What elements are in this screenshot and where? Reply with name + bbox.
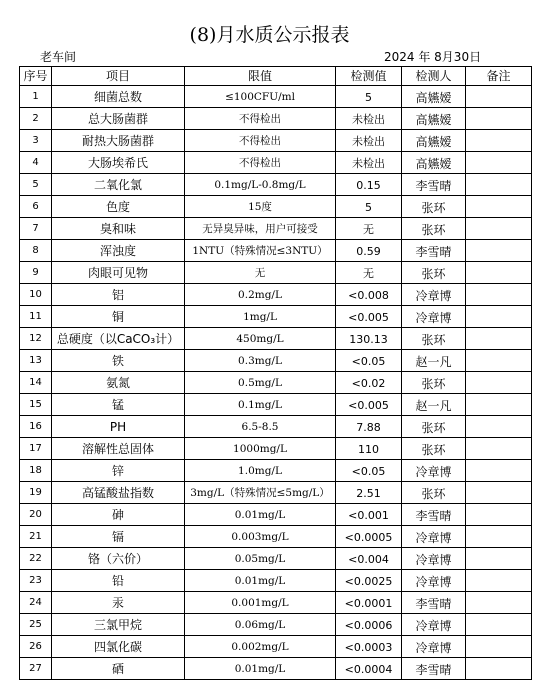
inspector-name: 冷章博 <box>402 306 466 328</box>
limit-value: ≤100CFU/ml <box>185 86 336 108</box>
measured-value: <0.05 <box>336 350 402 372</box>
table-row <box>20 592 532 614</box>
measured-value: 5 <box>336 86 402 108</box>
inspector-name: 冷章博 <box>402 284 466 306</box>
item-name: 铬（六价） <box>52 548 185 570</box>
header-value: 检测值 <box>336 67 402 86</box>
inspector-name: 李雪晴 <box>402 658 466 680</box>
remark-cell <box>466 438 532 460</box>
measured-value: <0.0004 <box>336 658 402 680</box>
inspector-name: 李雪晴 <box>402 174 466 196</box>
measured-value: 0.59 <box>336 240 402 262</box>
measured-value: <0.0005 <box>336 526 402 548</box>
limit-value: 不得检出 <box>185 130 336 152</box>
limit-value: 1.0mg/L <box>185 460 336 482</box>
inspector-name: 张环 <box>402 196 466 218</box>
inspector-name: 冷章博 <box>402 636 466 658</box>
item-name: 锰 <box>52 394 185 416</box>
inspector-name: 李雪晴 <box>402 592 466 614</box>
report-title: (8)月水质公示报表 <box>189 24 350 46</box>
limit-value: 不得检出 <box>185 108 336 130</box>
row-number: 23 <box>20 570 52 592</box>
row-number: 3 <box>20 130 52 152</box>
remark-cell <box>466 152 532 174</box>
inspector-name: 张环 <box>402 328 466 350</box>
remark-cell <box>466 614 532 636</box>
row-number: 10 <box>20 284 52 306</box>
remark-cell <box>466 262 532 284</box>
inspector-name: 张环 <box>402 416 466 438</box>
item-name: 耐热大肠菌群 <box>52 130 185 152</box>
item-name: 铁 <box>52 350 185 372</box>
header-remark: 备注 <box>466 67 532 86</box>
measured-value: <0.0003 <box>336 636 402 658</box>
item-name: 臭和味 <box>52 218 185 240</box>
item-name: 总大肠菌群 <box>52 108 185 130</box>
water-quality-table <box>19 66 532 680</box>
measured-value: <0.001 <box>336 504 402 526</box>
remark-cell <box>466 130 532 152</box>
row-number: 24 <box>20 592 52 614</box>
item-name: PH <box>52 416 185 438</box>
table-row <box>20 262 532 284</box>
row-number: 11 <box>20 306 52 328</box>
row-number: 26 <box>20 636 52 658</box>
limit-value: 0.06mg/L <box>185 614 336 636</box>
header-limit: 限值 <box>185 67 336 86</box>
measured-value: 0.15 <box>336 174 402 196</box>
table-row <box>20 130 532 152</box>
remark-cell <box>466 240 532 262</box>
limit-value: 1000mg/L <box>185 438 336 460</box>
inspector-name: 高嬿嫒 <box>402 108 466 130</box>
limit-value: 6.5-8.5 <box>185 416 336 438</box>
remark-cell <box>466 570 532 592</box>
table-row <box>20 328 532 350</box>
remark-cell <box>466 526 532 548</box>
remark-cell <box>466 174 532 196</box>
item-name: 锌 <box>52 460 185 482</box>
remark-cell <box>466 394 532 416</box>
item-name: 高锰酸盐指数 <box>52 482 185 504</box>
table-row <box>20 152 532 174</box>
limit-value: 0.01mg/L <box>185 504 336 526</box>
limit-value: 0.01mg/L <box>185 570 336 592</box>
measured-value: 未检出 <box>336 108 402 130</box>
limit-value: 0.001mg/L <box>185 592 336 614</box>
item-name: 铝 <box>52 284 185 306</box>
measured-value: 5 <box>336 196 402 218</box>
inspector-name: 张环 <box>402 262 466 284</box>
item-name: 硒 <box>52 658 185 680</box>
row-number: 20 <box>20 504 52 526</box>
header-inspector: 检测人 <box>402 67 466 86</box>
item-name: 铜 <box>52 306 185 328</box>
inspector-name: 赵一凡 <box>402 350 466 372</box>
row-number: 7 <box>20 218 52 240</box>
row-number: 6 <box>20 196 52 218</box>
item-name: 肉眼可见物 <box>52 262 185 284</box>
inspector-name: 高嬿嫒 <box>402 152 466 174</box>
item-name: 细菌总数 <box>52 86 185 108</box>
table-row <box>20 658 532 680</box>
limit-value: 0.002mg/L <box>185 636 336 658</box>
remark-cell <box>466 482 532 504</box>
inspector-name: 李雪晴 <box>402 240 466 262</box>
limit-value: 0.5mg/L <box>185 372 336 394</box>
header-item: 项目 <box>52 67 185 86</box>
measured-value: 无 <box>336 262 402 284</box>
limit-value: 1mg/L <box>185 306 336 328</box>
measured-value: 7.88 <box>336 416 402 438</box>
table-row <box>20 372 532 394</box>
inspector-name: 冷章博 <box>402 460 466 482</box>
item-name: 大肠埃希氏 <box>52 152 185 174</box>
inspector-name: 赵一凡 <box>402 394 466 416</box>
row-number: 27 <box>20 658 52 680</box>
table-row <box>20 284 532 306</box>
item-name: 汞 <box>52 592 185 614</box>
table-row <box>20 438 532 460</box>
limit-value: 0.3mg/L <box>185 350 336 372</box>
item-name: 氨氮 <box>52 372 185 394</box>
measured-value: <0.004 <box>336 548 402 570</box>
measured-value: <0.02 <box>336 372 402 394</box>
row-number: 25 <box>20 614 52 636</box>
measured-value: 未检出 <box>336 130 402 152</box>
row-number: 14 <box>20 372 52 394</box>
inspector-name: 高嬿嫒 <box>402 130 466 152</box>
remark-cell <box>466 636 532 658</box>
remark-cell <box>466 86 532 108</box>
item-name: 溶解性总固体 <box>52 438 185 460</box>
remark-cell <box>466 328 532 350</box>
measured-value: <0.05 <box>336 460 402 482</box>
limit-value: 0.003mg/L <box>185 526 336 548</box>
row-number: 5 <box>20 174 52 196</box>
inspector-name: 冷章博 <box>402 526 466 548</box>
item-name: 铅 <box>52 570 185 592</box>
table-row <box>20 526 532 548</box>
item-name: 总硬度（以CaCO₃计） <box>52 328 185 350</box>
table-row <box>20 240 532 262</box>
remark-cell <box>466 218 532 240</box>
item-name: 二氧化氯 <box>52 174 185 196</box>
row-number: 12 <box>20 328 52 350</box>
measured-value: 130.13 <box>336 328 402 350</box>
item-name: 三氯甲烷 <box>52 614 185 636</box>
row-number: 4 <box>20 152 52 174</box>
limit-value: 1NTU（特殊情况≤3NTU） <box>185 240 336 262</box>
remark-cell <box>466 504 532 526</box>
table-row <box>20 570 532 592</box>
table-row <box>20 350 532 372</box>
remark-cell <box>466 548 532 570</box>
inspector-name: 冷章博 <box>402 614 466 636</box>
table-row <box>20 86 532 108</box>
measured-value: 110 <box>336 438 402 460</box>
measured-value: 未检出 <box>336 152 402 174</box>
row-number: 1 <box>20 86 52 108</box>
inspector-name: 张环 <box>402 372 466 394</box>
inspector-name: 冷章博 <box>402 570 466 592</box>
row-number: 16 <box>20 416 52 438</box>
table-row <box>20 174 532 196</box>
row-number: 21 <box>20 526 52 548</box>
table-row <box>20 394 532 416</box>
table-row <box>20 218 532 240</box>
measured-value: <0.005 <box>336 306 402 328</box>
table-body <box>20 86 532 680</box>
row-number: 9 <box>20 262 52 284</box>
remark-cell <box>466 658 532 680</box>
measured-value: 2.51 <box>336 482 402 504</box>
measured-value: 无 <box>336 218 402 240</box>
table-row <box>20 108 532 130</box>
inspector-name: 冷章博 <box>402 548 466 570</box>
row-number: 19 <box>20 482 52 504</box>
measured-value: <0.005 <box>336 394 402 416</box>
limit-value: 15度 <box>185 196 336 218</box>
limit-value: 无 <box>185 262 336 284</box>
table-row <box>20 614 532 636</box>
header-number: 序号 <box>20 67 52 86</box>
limit-value: 0.1mg/L <box>185 394 336 416</box>
limit-value: 无异臭异味，用户可接受 <box>185 218 336 240</box>
measured-value: <0.0001 <box>336 592 402 614</box>
table-row <box>20 482 532 504</box>
row-number: 13 <box>20 350 52 372</box>
limit-value: 0.2mg/L <box>185 284 336 306</box>
measured-value: <0.008 <box>336 284 402 306</box>
limit-value: 0.05mg/L <box>185 548 336 570</box>
item-name: 色度 <box>52 196 185 218</box>
inspector-name: 高嬿嫒 <box>402 86 466 108</box>
inspector-name: 李雪晴 <box>402 504 466 526</box>
table-row <box>20 416 532 438</box>
table-row <box>20 636 532 658</box>
remark-cell <box>466 416 532 438</box>
table-row <box>20 196 532 218</box>
measured-value: <0.0006 <box>336 614 402 636</box>
row-number: 2 <box>20 108 52 130</box>
inspector-name: 张环 <box>402 438 466 460</box>
row-number: 18 <box>20 460 52 482</box>
table-row <box>20 306 532 328</box>
measured-value: <0.0025 <box>336 570 402 592</box>
limit-value: 不得检出 <box>185 152 336 174</box>
table-row <box>20 460 532 482</box>
table-row <box>20 548 532 570</box>
remark-cell <box>466 460 532 482</box>
item-name: 砷 <box>52 504 185 526</box>
location-label: 老车间 <box>40 50 77 64</box>
inspector-name: 张环 <box>402 218 466 240</box>
item-name: 浑浊度 <box>52 240 185 262</box>
remark-cell <box>466 284 532 306</box>
remark-cell <box>466 592 532 614</box>
row-number: 17 <box>20 438 52 460</box>
limit-value: 0.01mg/L <box>185 658 336 680</box>
inspector-name: 张环 <box>402 482 466 504</box>
item-name: 四氯化碳 <box>52 636 185 658</box>
item-name: 镉 <box>52 526 185 548</box>
remark-cell <box>466 350 532 372</box>
remark-cell <box>466 196 532 218</box>
limit-value: 3mg/L（特殊情况≤5mg/L） <box>185 482 336 504</box>
limit-value: 450mg/L <box>185 328 336 350</box>
table-header-row <box>20 67 532 86</box>
remark-cell <box>466 306 532 328</box>
limit-value: 0.1mg/L-0.8mg/L <box>185 174 336 196</box>
table-row <box>20 504 532 526</box>
remark-cell <box>466 108 532 130</box>
row-number: 8 <box>20 240 52 262</box>
report-date: 2024 年 8月30日 <box>384 50 482 64</box>
row-number: 15 <box>20 394 52 416</box>
remark-cell <box>466 372 532 394</box>
row-number: 22 <box>20 548 52 570</box>
